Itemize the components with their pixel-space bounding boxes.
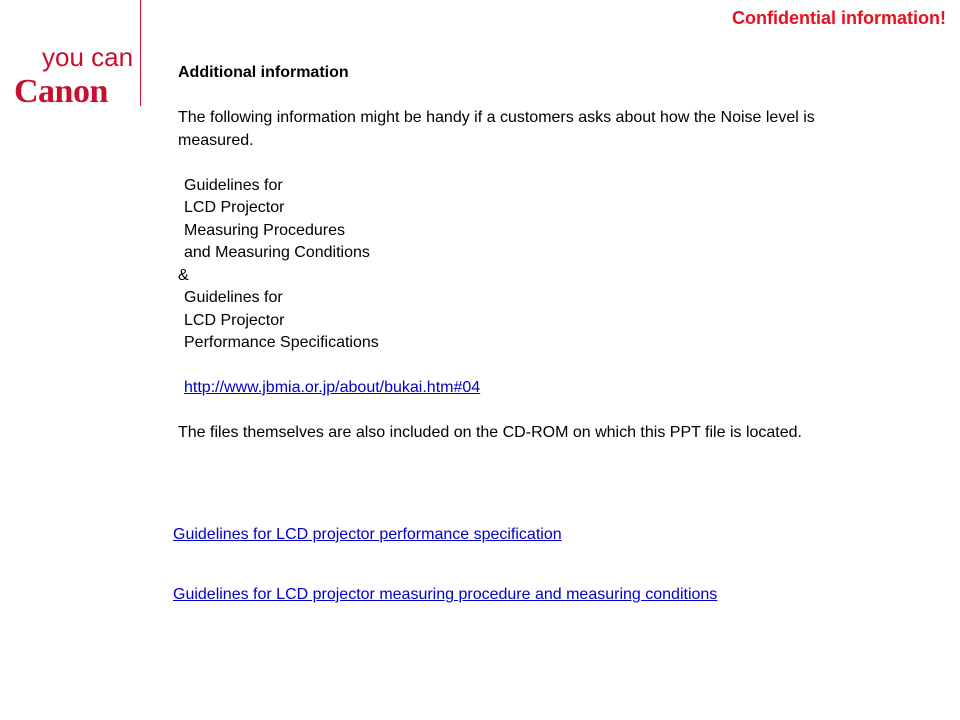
guideline-line: and Measuring Conditions bbox=[184, 244, 370, 261]
logo-brand: Canon bbox=[14, 73, 108, 110]
spacer bbox=[178, 355, 818, 378]
confidential-label: Confidential information! bbox=[732, 8, 946, 28]
guideline-line: Measuring Procedures bbox=[184, 221, 345, 239]
intro-paragraph: The following information might be handy if a customers asks about how the Noise level is measured. bbox=[178, 109, 815, 149]
jbmia-url-link[interactable]: http://www.jbmia.or.jp/about/bukai.htm#04 bbox=[184, 379, 481, 396]
performance-spec-link[interactable]: Guidelines for LCD projector performance specification bbox=[173, 526, 562, 543]
guideline-line: LCD Projector bbox=[184, 311, 285, 329]
guideline-line: Guidelines for bbox=[184, 289, 283, 306]
spacer bbox=[178, 152, 818, 175]
url-line bbox=[178, 377, 818, 400]
spacer bbox=[178, 85, 818, 108]
canon-logo bbox=[14, 42, 138, 118]
files-note: The files themselves are also included on the CD-ROM on which this PPT file is located. bbox=[178, 424, 802, 441]
guideline-line: LCD Projector bbox=[184, 199, 285, 216]
page-title: Additional information bbox=[178, 64, 349, 81]
guideline-line: Guidelines for bbox=[184, 176, 283, 194]
guideline-line: Performance Specifications bbox=[184, 334, 379, 351]
ampersand: & bbox=[178, 266, 189, 284]
spacer bbox=[178, 400, 818, 423]
content-block bbox=[178, 62, 818, 445]
header-divider bbox=[140, 0, 141, 106]
logo-tagline: you can bbox=[42, 42, 134, 72]
measuring-procedure-link[interactable]: Guidelines for LCD projector measuring procedure and measuring conditions bbox=[173, 586, 718, 603]
